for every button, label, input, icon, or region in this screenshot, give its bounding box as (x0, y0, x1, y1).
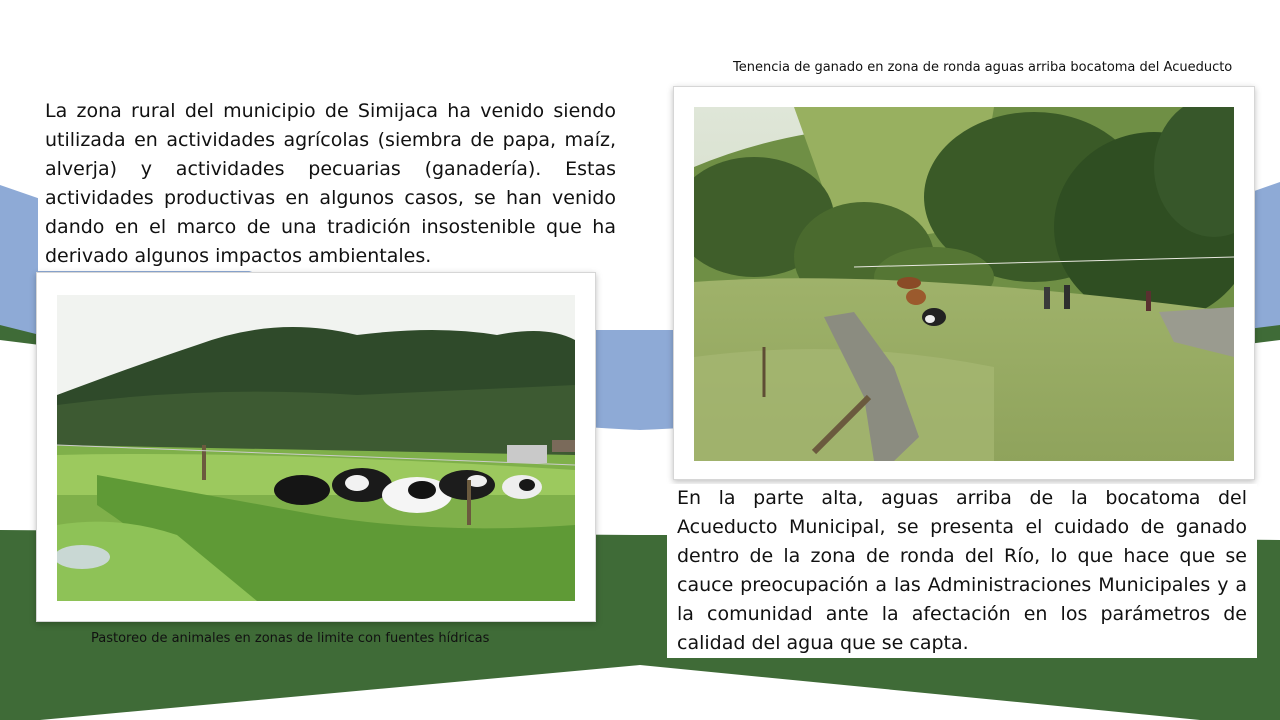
right-paragraph: En la parte alta, aguas arriba de la bocatoma del Acueducto Municipal, se presenta el cuidado de ganado dentro de la zona de ronda del Río, lo que hace que se cauce preocupación a las Administraciones Municipales y a la comunidad ante la afectación en los parámetros de calidad del agua que se capta. (667, 484, 1257, 658)
left-photo-frame (36, 272, 596, 622)
right-photo-frame (673, 86, 1255, 480)
right-photo-caption: Tenencia de ganado en zona de ronda aguas arriba bocatoma del Acueducto (733, 60, 1233, 75)
left-photo-caption: Pastoreo de animales en zonas de limite con fuentes hídricas (91, 631, 490, 646)
cows-grazing-photo (57, 295, 575, 601)
cattle-riparian-photo (694, 107, 1234, 461)
left-paragraph: La zona rural del municipio de Simijaca ha venido siendo utilizada en actividades agrícolas (siembra de papa, maíz, alverja) y actividades pecuarias (ganadería). Estas actividades productivas en algunos casos, se han venido dando en el marco de una tradición insostenible que ha derivado algunos impactos ambientales. (38, 97, 616, 271)
